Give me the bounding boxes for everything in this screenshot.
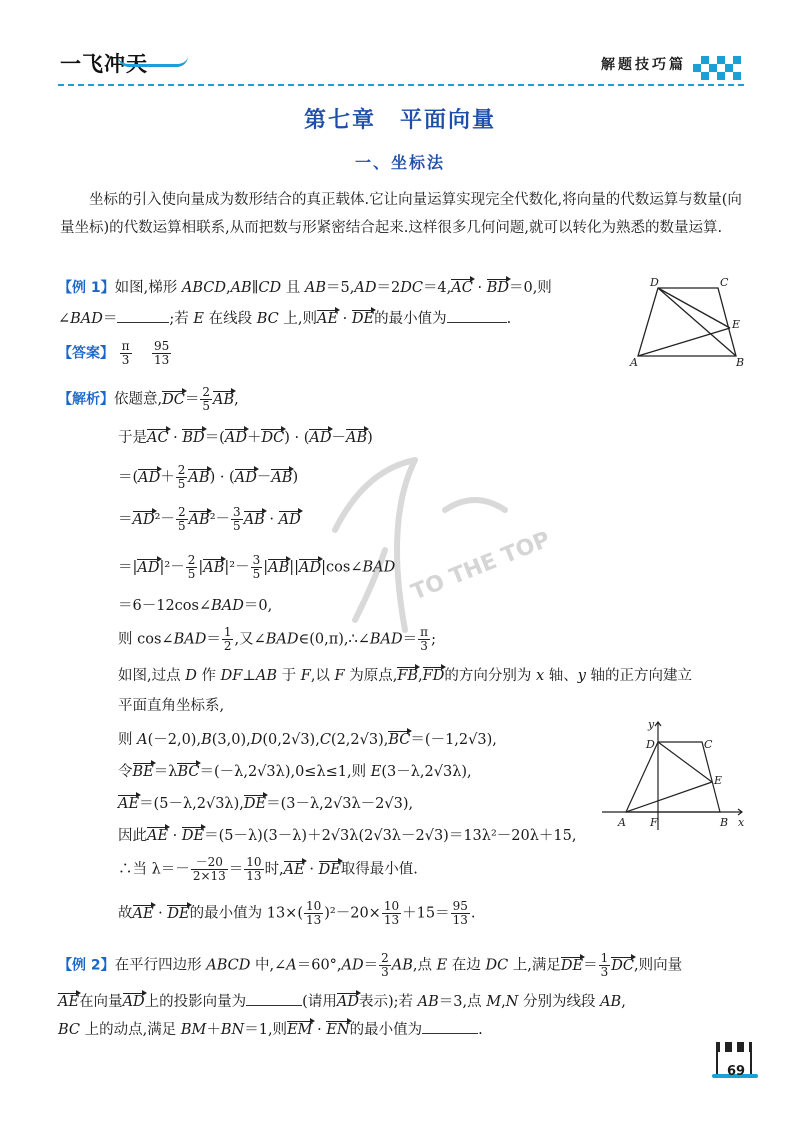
answer1-fraction: $\frac{\pi}{3}$	[121, 339, 130, 367]
analysis-line1: 【解析】依题意,DC＝ $\frac{2}{5}$ AB,	[58, 385, 239, 413]
fig1-label-d: D	[650, 278, 659, 289]
analysis-line4: ＝AD²－ $\frac{2}{5}$ AB²－ $\frac{3}{5}$ AB · AD	[118, 505, 301, 533]
chapter-title: 第七章 平面向量	[303, 108, 496, 133]
trapezoid-figure	[628, 278, 753, 368]
page-number: 69	[727, 1064, 746, 1079]
answer2-fraction: $\frac{95}{13}$	[153, 339, 170, 367]
analysis-line8: 如图,过点 D 作 DF⊥AB 于 F,以 F 为原点,FB,FD的方向分别为 x 轴、y 轴的正方向建立	[118, 668, 693, 684]
fig2-label-e: E	[714, 774, 723, 787]
fig1-label-c: C	[720, 278, 729, 289]
analysis-line2: 于是AC · BD＝(AD＋DC) · (AD－AB)	[118, 430, 373, 446]
intro-paragraph: 坐标的引入使向量成为数形结合的真正载体.它让向量运算实现完全代数化,将向量的代数运算与数量(向量坐标)的代数运算相联系,从而把数与形紧密结合起来.这样很多几何问题,就可以转化为熟悉的数量运算.	[60, 192, 742, 236]
watermark-text: TO THE TOP	[407, 527, 554, 606]
section-tag: 解题技巧篇	[601, 57, 686, 73]
analysis-line5: ＝|AD|²－ $\frac{2}{5}$ |AB|²－ $\frac{3}{5}$ |AB||AD|cos∠BAD	[118, 553, 396, 581]
example1-question-line1: 【例 1】如图,梯形 ABCD,AB∥CD 且 AB＝5,AD＝2DC＝4,AC · BD＝0,则	[58, 280, 552, 296]
fig2-label-a: A	[618, 816, 626, 829]
fig1-label-b: B	[736, 356, 745, 368]
fig1-label-e: E	[732, 318, 741, 331]
answer-tag: 【答案】	[58, 345, 114, 362]
analysis-line11: 令BE＝λBC＝(－λ,2√3λ),0≤λ≤1,则 E(3－λ,2√3λ),	[118, 764, 472, 780]
fig2-label-b: B	[720, 816, 729, 829]
analysis-line6: ＝6－12cos∠BAD＝0,	[118, 598, 273, 614]
example1-tag: 【例 1】	[58, 280, 115, 296]
example1-question-line2: ∠BAD＝ ;若 E 在线段 BC 上,则AE · DE的最小值为 .	[58, 307, 511, 328]
analysis-line13: 因此AE · DE＝(5－λ)(3－λ)＋2√3λ(2√3λ－2√3)＝13λ²－20λ＋15,	[118, 828, 577, 844]
example1-answer	[58, 340, 172, 367]
header-divider	[58, 84, 744, 86]
brand-logo: 一飞冲天	[60, 48, 148, 78]
fig2-label-c: C	[704, 738, 713, 751]
example2-line1: 【例 2】在平行四边形 ABCD 中,∠A＝60°,AD＝ $\frac{2}{3}$ AB,点 E 在边 DC 上,满足DE＝ $\frac{1}{3}$ DC,则向量	[58, 951, 683, 979]
fig1-label-a: A	[630, 356, 638, 368]
checker-decoration-icon	[693, 52, 745, 82]
analysis-line3: ＝(AD＋ $\frac{2}{5}$ AB) · (AD－AB)	[118, 463, 299, 491]
analysis-line10: 则 A(－2,0),B(3,0),D(0,2√3),C(2,2√3),BC＝(－1,2√3),	[118, 732, 497, 748]
analysis-line15: 故AE · DE的最小值为 13×( $\frac{10}{13}$ )²－20× $\frac{10}{13}$ ＋15＝ $\frac{95}{13}$ .	[118, 899, 476, 927]
analysis-line7: 则 cos∠BAD＝ $\frac{1}{2}$ ,又∠BAD∈(0,π),∴∠BAD＝ $\frac{\pi}{3}$ ;	[118, 625, 436, 653]
page-header	[0, 0, 800, 90]
example2-line3: BC 上的动点,满足 BM＋BN＝1,则EM · EN的最小值为 .	[58, 1018, 483, 1039]
fig2-label-d: D	[646, 738, 655, 751]
example2-tag: 【例 2】	[58, 957, 115, 974]
watermark	[295, 450, 555, 650]
fig2-label-x: x	[738, 816, 745, 829]
analysis-tag: 【解析】	[58, 391, 114, 408]
example2-line2: AE在向量AD上的投影向量为 (请用AD表示);若 AB＝3,点 M,N 分别为线段 AB,	[58, 990, 626, 1011]
analysis-line12: AE＝(5－λ,2√3λ),DE＝(3－λ,2√3λ－2√3),	[118, 796, 414, 812]
section-title: 一、坐标法	[354, 153, 445, 172]
fig2-label-y: y	[648, 718, 655, 731]
analysis-line14: ∴当 λ＝－ $\frac{-20}{2\times 13}$ ＝ $\frac{10}{13}$ 时,AE · DE取得最小值.	[118, 855, 418, 883]
analysis-line9: 平面直角坐标系,	[118, 698, 225, 714]
coordinate-figure	[596, 718, 752, 836]
fig2-label-f: F	[650, 816, 658, 829]
